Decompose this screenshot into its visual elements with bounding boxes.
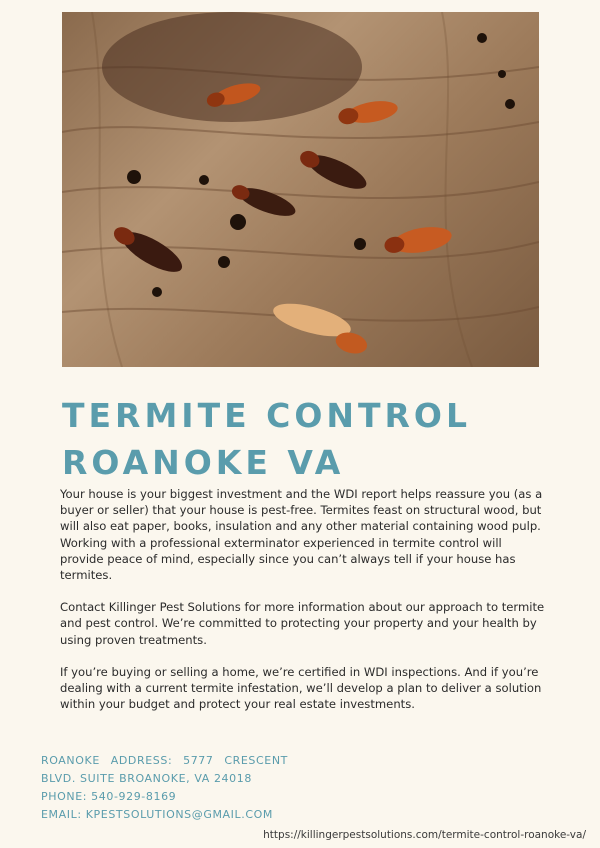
address-word: CRESCENT [224, 754, 288, 767]
paragraph-3: If you’re buying or selling a home, we’re certified in WDI inspections. And if you’re dealing with a current termite infestation, we’ll develop a plan to deliver a solution within your budget and protect your real estate investments. [60, 664, 542, 712]
termites-illustration [62, 12, 539, 367]
address-line-1 [41, 752, 288, 770]
termite [337, 98, 400, 128]
address-line-2: BLVD. SUITE BROANOKE, VA 24018 [41, 772, 252, 785]
address-word: ADDRESS: [110, 754, 173, 767]
termite [268, 297, 374, 357]
paragraph-2: Contact Killinger Pest Solutions for more information about our approach to termite and pest control. We’re committed to protecting your property and your health by using proven treatments. [60, 600, 545, 647]
contact-block [41, 752, 301, 824]
paragraph-1: Your house is your biggest investment and the WDI report helps reassure you (as a buyer or seller) that your house is pest-free. Termites feast on structural wood, but will also eat paper, books, insulation and any other material containing wood pulp. Working with a professional exterminator experienced in termite control will provide peace of mind, especially since you can’t always tell if your house has termites. [60, 487, 543, 583]
phone: PHONE: 540-929-8169 [41, 790, 177, 803]
termite [109, 220, 188, 279]
wood-hollow [102, 12, 362, 122]
address-word: 5777 [183, 754, 214, 767]
title-line-1: TERMITE CONTROL [62, 396, 472, 435]
address-word: ROANOKE [41, 754, 100, 767]
termite [296, 145, 371, 195]
page-title [62, 392, 582, 486]
termites-photo [62, 12, 539, 367]
email: EMAIL: KPESTSOLUTIONS@GMAIL.COM [41, 808, 273, 821]
termite [382, 223, 453, 258]
footer-url: https://killingerpestsolutions.com/termite-control-roanoke-va/ [263, 829, 586, 841]
title-line-2: ROANOKE VA [62, 443, 345, 482]
body-text [60, 486, 545, 728]
